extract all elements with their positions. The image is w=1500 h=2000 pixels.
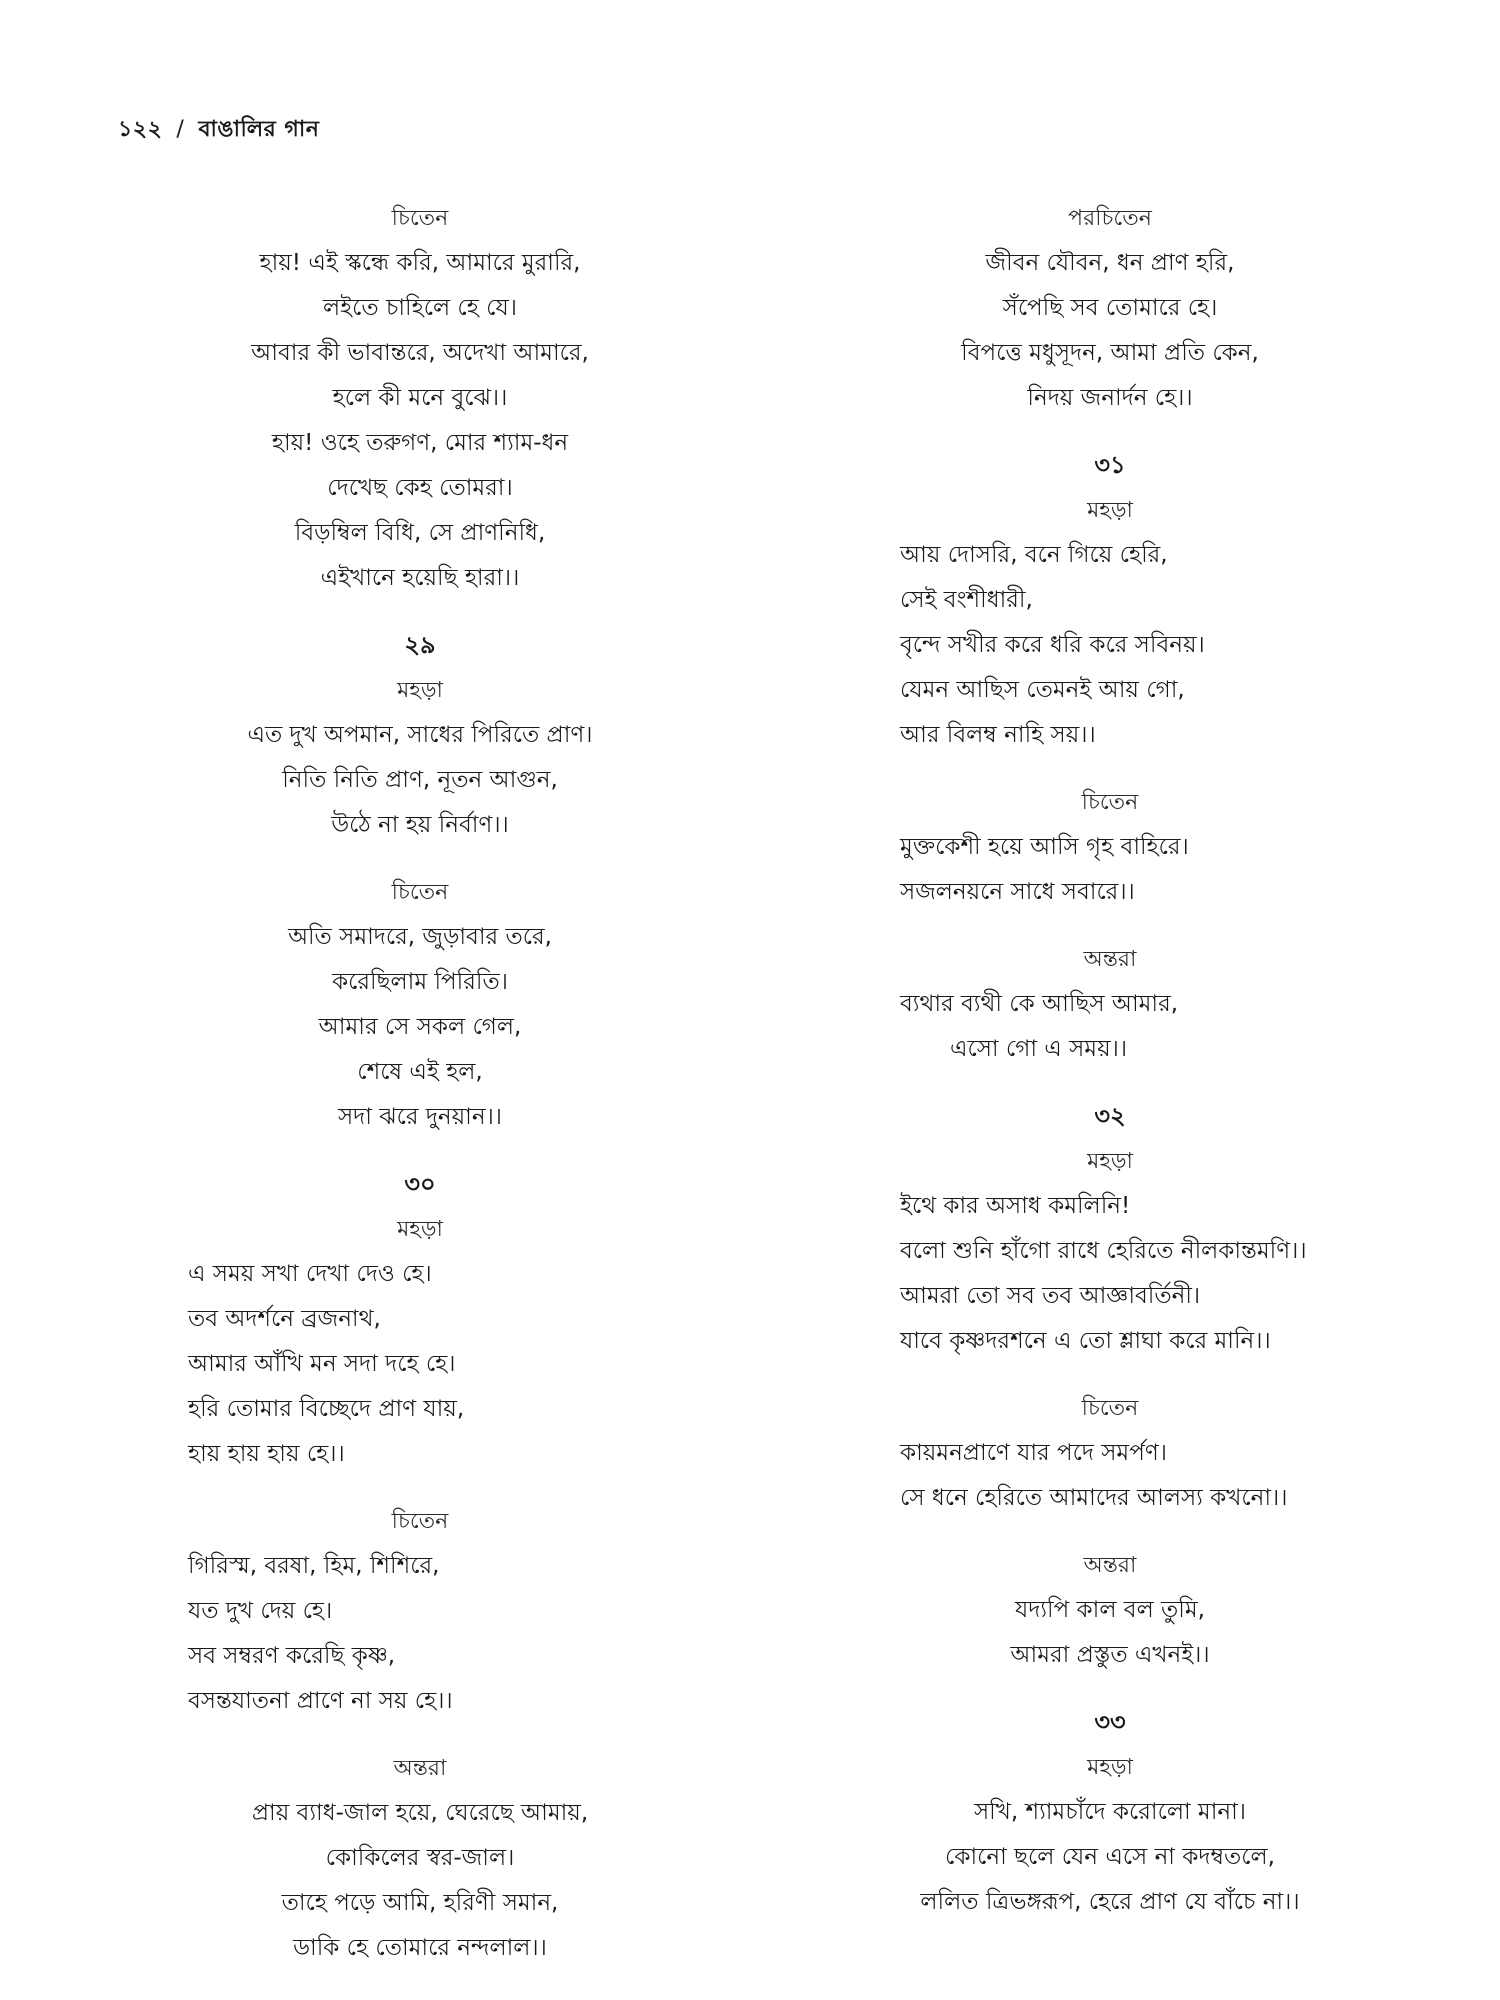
stanza [170,870,670,1140]
stanza [860,1386,1460,1521]
verse-line: যদ্যপি কাল বল তুমি, [1015,1597,1205,1623]
verse-line: বিপত্তে মধুসূদন, আমা প্রতি কেন, [961,340,1259,366]
verse-line: ডাকি হে তোমারে নন্দলাল।। [293,1935,547,1961]
verse-line: কোকিলের স্বর-জাল। [325,1845,515,1871]
song-number: ৩২ [1094,1102,1126,1130]
section-label: চিতেন [391,206,449,231]
verse-line: এত দুখ অপমান, সাধের পিরিতে প্রাণ। [247,722,593,748]
song-number: ২৯ [404,631,436,659]
verse-line: আমরা তো সব তব আজ্ঞাবর্তিনী। [900,1283,1201,1309]
stanza [170,1499,770,1724]
verse-line: অতি সমাদরে, জুড়াবার তরে, [288,924,552,950]
stanza [860,937,1460,1072]
stanza [860,1094,1460,1364]
verse-line: তাহে পড়ে আমি, হরিণী সমান, [281,1890,559,1916]
verse-line: সে ধনে হেরিতে আমাদের আলস্য কখনো।। [900,1485,1288,1511]
section-label: অন্তরা [1083,947,1137,972]
verse-line: কায়মনপ্রাণে যার পদে সমর্পণ। [900,1440,1167,1466]
book-title: বাঙালির গান [198,117,320,142]
verse-line: সখি, শ্যামচাঁদে করোলো মানা। [973,1799,1246,1825]
verse-line: সঁপেছি সব তোমারে হে। [1002,295,1218,321]
verse-line: হরি তোমার বিচ্ছেদে প্রাণ যায়, [188,1396,465,1422]
section-label: মহড়া [397,1217,443,1242]
section-label: মহড়া [397,678,443,703]
verse-line: যত দুখ দেয় হে। [188,1598,333,1624]
stanza [860,1700,1360,1925]
verse-line: আবার কী ভাবান্তরে, অদেখা আমারে, [251,340,589,366]
verse-line: যেমন আছিস তেমনই আয় গো, [900,677,1185,703]
left-column [170,196,770,1971]
header-separator: / [176,117,185,142]
section-label: মহড়া [1087,498,1133,523]
verse-line: আমরা প্রস্তুত এখনই।। [1010,1642,1210,1668]
section-label: মহড়া [1087,1755,1133,1780]
section-label: চিতেন [391,1509,449,1534]
verse-line: লইতে চাহিলে হে যে। [323,295,517,321]
verse-line: আমার আঁখি মন সদা দহে হে। [188,1351,456,1377]
song-number: ৩০ [404,1170,436,1198]
verse-line: সব সম্বরণ করেছি কৃষ্ণ, [188,1643,396,1669]
verse-line: ললিত ত্রিভঙ্গরূপ, হেরে প্রাণ যে বাঁচে না।। [920,1889,1300,1915]
section-label: চিতেন [1081,790,1139,815]
song-number: ৩১ [1094,451,1126,479]
stanza [170,1746,670,1971]
verse-line: হায়! ওহে তরুগণ, মোর শ্যাম-ধন [271,430,569,456]
stanza [170,1162,770,1477]
verse-line: জীবন যৌবন, ধন প্রাণ হরি, [985,250,1235,276]
verse-line: নিতি নিতি প্রাণ, নূতন আগুন, [282,767,558,793]
page-number: ১২২ [118,117,163,142]
verse-line: যাবে কৃষ্ণদরশনে এ তো শ্লাঘা করে মানি।। [900,1328,1271,1354]
verse-line: দেখেছ কেহ তোমরা। [327,475,513,501]
verse-line: আমার সে সকল গেল, [318,1014,522,1040]
page-header [118,112,319,149]
verse-line: হায়! এই স্কন্ধে করি, আমারে মুরারি, [259,250,581,276]
section-label: চিতেন [1081,1396,1139,1421]
section-label: অন্তরা [393,1756,447,1781]
section-label: অন্তরা [1083,1553,1137,1578]
verse-line: গিরিস্ম, বরষা, হিম, শিশিরে, [188,1553,440,1579]
verse-line: আর বিলম্ব নাহি সয়।। [900,722,1096,748]
verse-line: করেছিলাম পিরিতি। [332,969,508,995]
verse-line: এইখানে হয়েছি হারা।। [320,565,520,591]
right-column [860,196,1460,1925]
verse-line: আয় দোসরি, বনে গিয়ে হেরি, [900,542,1168,568]
stanza [860,443,1460,758]
verse-line: হায় হায় হায় হে।। [188,1441,345,1467]
stanza [860,780,1460,915]
verse-line: বলো শুনি হাঁগো রাধে হেরিতে নীলকান্তমণি।। [900,1238,1307,1264]
verse-line: সেই বংশীধারী, [900,587,1033,613]
verse-line: সদা ঝরে দুনয়ান।। [337,1104,503,1130]
verse-line: শেষে এই হল, [357,1059,483,1085]
section-label: পরচিতেন [1068,206,1152,231]
song-number: ৩৩ [1094,1708,1126,1736]
stanza [170,623,670,848]
stanza [860,196,1360,421]
verse-line: বসন্তযাতনা প্রাণে না সয় হে।। [188,1688,453,1714]
verse-line: উঠে না হয় নির্বাণ।। [331,812,509,838]
verse-line: ব্যথার ব্যথী কে আছিস আমার, [900,991,1179,1017]
verse-line: বৃন্দে সখীর করে ধরি করে সবিনয়। [900,632,1205,658]
verse-line: এ সময় সখা দেখা দেও হে। [188,1261,432,1287]
stanza [170,196,670,601]
section-label: মহড়া [1087,1149,1133,1174]
verse-line: তব অদর্শনে ব্রজনাথ, [188,1306,381,1332]
verse-line: বিড়ম্বিল বিধি, সে প্রাণনিধি, [294,520,546,546]
verse-line: সজলনয়নে সাধে সবারে।। [900,879,1135,905]
section-label: চিতেন [391,880,449,905]
verse-line: ইথে কার অসাধ কমলিনি! [900,1193,1131,1219]
verse-line: মুক্তকেশী হয়ে আসি গৃহ বাহিরে। [900,834,1189,860]
verse-line: এসো গো এ সময়।। [950,1036,1128,1062]
verse-line: হলে কী মনে বুঝে।। [332,385,508,411]
verse-line: কোনো ছলে যেন এসে না কদম্বতলে, [945,1844,1275,1870]
stanza [860,1543,1360,1678]
verse-line: নিদয় জনার্দন হে।। [1027,385,1193,411]
verse-line: প্রায় ব্যাধ-জাল হয়ে, ঘেরেছে আমায়, [251,1800,589,1826]
